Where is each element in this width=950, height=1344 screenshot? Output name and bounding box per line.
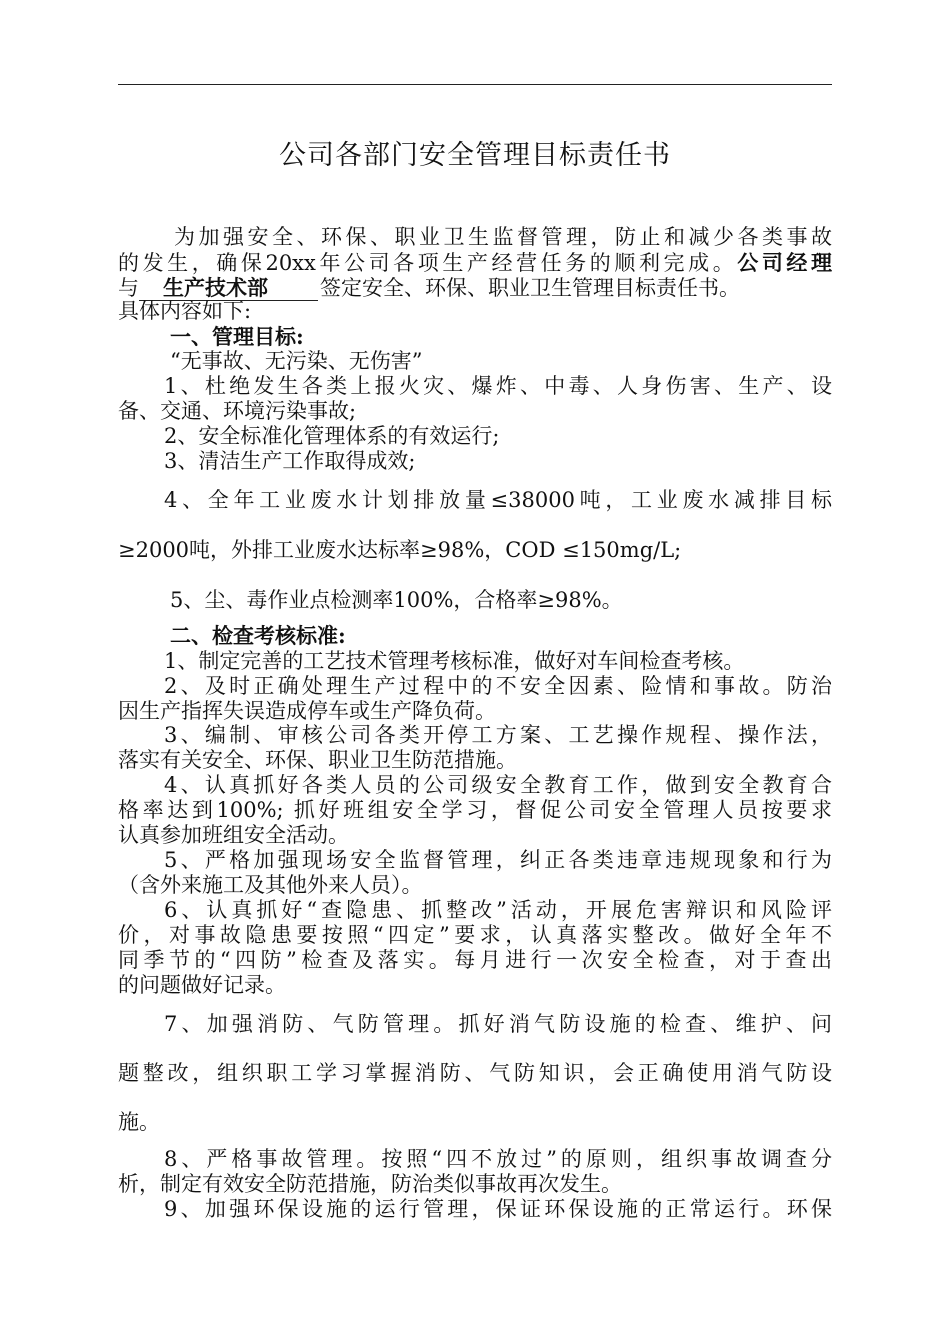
- section2-line: 价，对事故隐患要按照“四定”要求，认真落实整改。做好全年不: [118, 923, 832, 947]
- section2-line: 7、加强消防、气防管理。抓好消气防设施的检查、维护、问: [164, 1012, 832, 1036]
- section1-item: 备、交通、环境污染事故;: [118, 399, 357, 423]
- header-rule: [118, 84, 832, 85]
- section1-item: ≥2000吨，外排工业废水达标率≥98%，COD ≤150mg/L;: [118, 538, 682, 562]
- section1-item: 4、全年工业废水计划排放量≤38000吨，工业废水减排目标: [164, 488, 832, 512]
- section2-line: 认真参加班组安全活动。: [118, 823, 349, 847]
- section2-line: 因生产指挥失误造成停车或生产降负荷。: [118, 699, 496, 723]
- section2-heading: 二、检查考核标准:: [170, 623, 346, 648]
- section2-line: 格率达到100%; 抓好班组安全学习，督促公司安全管理人员按要求: [118, 798, 832, 822]
- section1-item: 2、安全标准化管理体系的有效运行;: [164, 424, 500, 448]
- section1-item: 3、清洁生产工作取得成效;: [164, 449, 416, 473]
- section2-line: 9、加强环保设施的运行管理，保证环保设施的正常运行。环保: [164, 1197, 832, 1221]
- intro-line-4: 具体内容如下:: [118, 299, 252, 323]
- section2-line: 析，制定有效安全防范措施，防治类似事故再次发生。: [118, 1172, 622, 1196]
- document-title: 公司各部门安全管理目标责任书: [279, 140, 671, 171]
- section1-item: 5、尘、毒作业点检测率100%，合格率≥98%。: [170, 588, 623, 612]
- section2-line: 8、严格事故管理。按照“四不放过”的原则，组织事故调查分: [164, 1147, 832, 1171]
- signatory-company-manager: 公司经理: [737, 250, 833, 275]
- section2-line: 3、编制、审核公司各类开停工方案、工艺操作规程、操作法，: [164, 723, 832, 747]
- intro-line-2: [118, 251, 832, 275]
- section2-line: 的问题做好记录。: [118, 973, 286, 997]
- section2-line: （含外来施工及其他外来人员）。: [118, 873, 423, 897]
- department-field: [139, 276, 318, 301]
- section2-line: 题整改，组织职工学习掌握消防、气防知识，会正确使用消气防设: [118, 1061, 832, 1085]
- section2-line: 6、认真抓好“查隐患、抓整改”活动，开展危害辩识和风险评: [164, 898, 832, 922]
- section2-line: 5、严格加强现场安全监督管理，纠正各类违章违规现象和行为: [164, 848, 832, 872]
- section2-line: 落实有关安全、环保、职业卫生防范措施。: [118, 748, 517, 772]
- intro-line-2-text: 的发生，确保20xx年公司各项生产经营任务的顺利完成。: [118, 251, 738, 275]
- section1-heading: 一、管理目标:: [170, 324, 304, 349]
- intro-line-3: [118, 276, 832, 301]
- intro-line-1: 为加强安全、环保、职业卫生监督管理，防止和减少各类事故: [174, 225, 832, 249]
- section1-item: 1、杜绝发生各类上报火灾、爆炸、中毒、人身伤害、生产、设: [164, 374, 832, 398]
- section2-line: 4、认真抓好各类人员的公司级安全教育工作，做到安全教育合: [164, 773, 832, 797]
- intro-line-3-prefix: 与: [118, 276, 139, 300]
- section2-line: 同季节的“四防”检查及落实。每月进行一次安全检查，对于查出: [118, 948, 832, 972]
- intro-line-3-text: 签定安全、环保、职业卫生管理目标责任书。: [320, 276, 740, 300]
- section2-line: 施。: [118, 1110, 160, 1134]
- section2-line: 1、制定完善的工艺技术管理考核标准，做好对车间检查考核。: [164, 649, 745, 673]
- section1-slogan: “无事故、无污染、无伤害”: [170, 349, 423, 373]
- department-name: 生产技术部: [163, 275, 268, 300]
- section2-line: 2、及时正确处理生产过程中的不安全因素、险情和事故。防治: [164, 674, 832, 698]
